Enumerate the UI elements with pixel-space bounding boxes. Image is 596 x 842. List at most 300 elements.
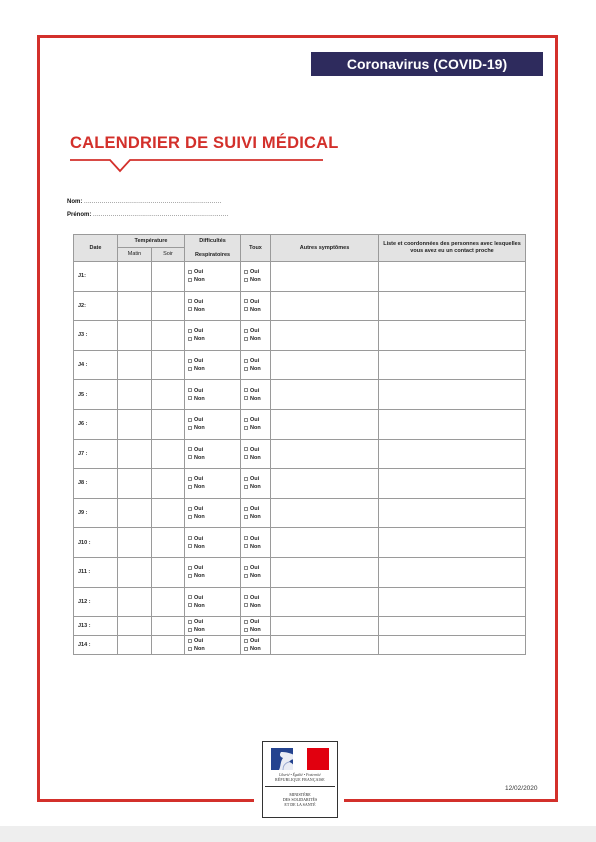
option-label: Oui bbox=[250, 417, 260, 424]
table-row bbox=[74, 557, 526, 587]
checkbox-icon[interactable] bbox=[188, 270, 192, 274]
checkbox-icon[interactable] bbox=[244, 544, 248, 548]
checkbox-icon[interactable] bbox=[244, 603, 248, 607]
toux-cell bbox=[241, 439, 271, 469]
day-label: J5 : bbox=[74, 380, 118, 410]
option-label: Oui bbox=[194, 358, 204, 365]
checkbox-icon[interactable] bbox=[188, 620, 192, 624]
checkbox-icon[interactable] bbox=[244, 595, 248, 599]
toux-cell bbox=[241, 380, 271, 410]
toux-cell bbox=[241, 409, 271, 439]
contacts-cell[interactable] bbox=[379, 617, 526, 636]
difficultes-cell bbox=[185, 557, 241, 587]
option-label: Oui bbox=[250, 619, 260, 626]
option-label: Non bbox=[194, 573, 205, 580]
option-label: Non bbox=[250, 627, 261, 634]
checkbox-icon[interactable] bbox=[188, 544, 192, 548]
option-yes[interactable] bbox=[188, 535, 240, 543]
header-date: Date bbox=[74, 235, 118, 262]
temp-matin-cell[interactable] bbox=[118, 557, 152, 587]
option-label: Non bbox=[194, 395, 205, 402]
autres-symptomes-cell[interactable] bbox=[271, 617, 379, 636]
header-autres: Autres symptômes bbox=[271, 235, 379, 262]
nom-label: Nom: bbox=[67, 199, 83, 205]
temp-soir-cell[interactable] bbox=[152, 587, 185, 617]
option-yes[interactable] bbox=[188, 416, 240, 424]
checkbox-icon[interactable] bbox=[188, 477, 192, 481]
option-no[interactable] bbox=[244, 543, 270, 551]
temp-matin-cell[interactable] bbox=[118, 469, 152, 499]
table-row bbox=[74, 617, 526, 636]
contacts-cell[interactable] bbox=[379, 636, 526, 655]
header-toux: Toux bbox=[241, 235, 271, 262]
contacts-cell[interactable] bbox=[379, 587, 526, 617]
temp-soir-cell[interactable] bbox=[152, 380, 185, 410]
difficultes-cell bbox=[185, 291, 241, 321]
checkbox-icon[interactable] bbox=[188, 418, 192, 422]
temp-soir-cell[interactable] bbox=[152, 498, 185, 528]
checkbox-icon[interactable] bbox=[244, 359, 248, 363]
option-yes[interactable] bbox=[188, 564, 240, 572]
option-label: Non bbox=[194, 277, 205, 284]
option-no[interactable] bbox=[244, 513, 270, 521]
option-yes[interactable] bbox=[188, 387, 240, 395]
option-label: Non bbox=[250, 514, 261, 521]
checkbox-icon[interactable] bbox=[244, 307, 248, 311]
option-yes[interactable] bbox=[244, 505, 270, 513]
day-label: J11 : bbox=[74, 557, 118, 587]
option-no[interactable] bbox=[244, 365, 270, 373]
temp-soir-cell[interactable] bbox=[152, 291, 185, 321]
checkbox-icon[interactable] bbox=[244, 507, 248, 511]
temp-soir-cell[interactable] bbox=[152, 636, 185, 655]
autres-symptomes-cell[interactable] bbox=[271, 587, 379, 617]
option-no[interactable] bbox=[188, 395, 240, 403]
option-label: Oui bbox=[250, 358, 260, 365]
temp-soir-cell[interactable] bbox=[152, 321, 185, 351]
option-label: Non bbox=[250, 602, 261, 609]
day-label: J9 : bbox=[74, 498, 118, 528]
checkbox-icon[interactable] bbox=[188, 566, 192, 570]
option-no[interactable] bbox=[244, 335, 270, 343]
checkbox-icon[interactable] bbox=[244, 426, 248, 430]
prenom-field[interactable] bbox=[67, 212, 229, 218]
checkbox-icon[interactable] bbox=[188, 329, 192, 333]
option-label: Oui bbox=[194, 535, 204, 542]
checkbox-icon[interactable] bbox=[188, 515, 192, 519]
option-no[interactable] bbox=[244, 306, 270, 314]
checkbox-icon[interactable] bbox=[244, 418, 248, 422]
option-yes[interactable] bbox=[244, 618, 270, 626]
checkbox-icon[interactable] bbox=[244, 329, 248, 333]
ministry-logo bbox=[262, 741, 338, 818]
autres-symptomes-cell[interactable] bbox=[271, 409, 379, 439]
option-no[interactable] bbox=[244, 626, 270, 634]
temp-soir-cell[interactable] bbox=[152, 528, 185, 558]
temp-soir-cell[interactable] bbox=[152, 617, 185, 636]
toux-cell bbox=[241, 498, 271, 528]
option-label: Oui bbox=[250, 328, 260, 335]
toux-cell bbox=[241, 291, 271, 321]
table-row bbox=[74, 380, 526, 410]
day-label: J7 : bbox=[74, 439, 118, 469]
table-row bbox=[74, 262, 526, 292]
option-yes[interactable] bbox=[188, 327, 240, 335]
option-label: Oui bbox=[194, 506, 204, 513]
temp-matin-cell[interactable] bbox=[118, 617, 152, 636]
checkbox-icon[interactable] bbox=[244, 628, 248, 632]
difficultes-cell bbox=[185, 587, 241, 617]
contacts-cell[interactable] bbox=[379, 469, 526, 499]
difficultes-cell bbox=[185, 636, 241, 655]
autres-symptomes-cell[interactable] bbox=[271, 528, 379, 558]
temp-matin-cell[interactable] bbox=[118, 528, 152, 558]
ministere-line1: MINISTÈRE bbox=[289, 792, 311, 797]
logo-republique: RÉPUBLIQUE FRANÇAISE bbox=[275, 778, 325, 782]
header-soir: Soir bbox=[152, 248, 185, 262]
option-label: Non bbox=[194, 336, 205, 343]
checkbox-icon[interactable] bbox=[244, 367, 248, 371]
option-label: Non bbox=[194, 543, 205, 550]
header-temperature: Température bbox=[118, 235, 185, 248]
option-no[interactable] bbox=[188, 645, 240, 653]
checkbox-icon[interactable] bbox=[244, 566, 248, 570]
option-no[interactable] bbox=[244, 645, 270, 653]
checkbox-icon[interactable] bbox=[188, 574, 192, 578]
option-label: Oui bbox=[194, 446, 204, 453]
temp-matin-cell[interactable] bbox=[118, 350, 152, 380]
checkbox-icon[interactable] bbox=[188, 299, 192, 303]
checkbox-icon[interactable] bbox=[188, 603, 192, 607]
checkbox-icon[interactable] bbox=[244, 278, 248, 282]
option-label: Oui bbox=[250, 446, 260, 453]
nom-dots: ...................................................................... bbox=[84, 199, 222, 205]
option-no[interactable] bbox=[244, 424, 270, 432]
option-yes[interactable] bbox=[188, 446, 240, 454]
nom-field[interactable] bbox=[67, 199, 222, 205]
option-yes[interactable] bbox=[244, 564, 270, 572]
table-row bbox=[74, 498, 526, 528]
toux-cell bbox=[241, 262, 271, 292]
option-yes[interactable] bbox=[244, 416, 270, 424]
option-no[interactable] bbox=[244, 602, 270, 610]
option-yes[interactable] bbox=[244, 475, 270, 483]
checkbox-icon[interactable] bbox=[188, 367, 192, 371]
contacts-cell[interactable] bbox=[379, 262, 526, 292]
table-row bbox=[74, 350, 526, 380]
day-label: J2: bbox=[74, 291, 118, 321]
checkbox-icon[interactable] bbox=[244, 388, 248, 392]
option-yes[interactable] bbox=[244, 637, 270, 645]
option-label: Oui bbox=[194, 387, 204, 394]
checkbox-icon[interactable] bbox=[244, 515, 248, 519]
option-no[interactable] bbox=[188, 365, 240, 373]
option-no[interactable] bbox=[188, 306, 240, 314]
option-yes[interactable] bbox=[244, 298, 270, 306]
option-yes[interactable] bbox=[188, 505, 240, 513]
checkbox-icon[interactable] bbox=[244, 477, 248, 481]
checkbox-icon[interactable] bbox=[244, 536, 248, 540]
checkbox-icon[interactable] bbox=[188, 536, 192, 540]
checkbox-icon[interactable] bbox=[188, 507, 192, 511]
temp-soir-cell[interactable] bbox=[152, 262, 185, 292]
toux-cell bbox=[241, 617, 271, 636]
option-no[interactable] bbox=[188, 572, 240, 580]
option-yes[interactable] bbox=[244, 535, 270, 543]
autres-symptomes-cell[interactable] bbox=[271, 380, 379, 410]
option-yes[interactable] bbox=[244, 387, 270, 395]
checkbox-icon[interactable] bbox=[188, 337, 192, 341]
option-no[interactable] bbox=[188, 424, 240, 432]
difficultes-cell bbox=[185, 321, 241, 351]
ministere-line3: ET DE LA SANTÉ bbox=[284, 802, 316, 808]
calendar-body bbox=[74, 262, 526, 655]
autres-symptomes-cell[interactable] bbox=[271, 321, 379, 351]
header-matin: Matin bbox=[118, 248, 152, 262]
contacts-cell[interactable] bbox=[379, 291, 526, 321]
temp-matin-cell[interactable] bbox=[118, 409, 152, 439]
option-label: Oui bbox=[250, 638, 260, 645]
option-no[interactable] bbox=[188, 335, 240, 343]
toux-cell bbox=[241, 350, 271, 380]
header-difficultes bbox=[185, 235, 241, 262]
toux-cell bbox=[241, 587, 271, 617]
option-label: Oui bbox=[194, 328, 204, 335]
checkbox-icon[interactable] bbox=[188, 455, 192, 459]
temp-matin-cell[interactable] bbox=[118, 498, 152, 528]
header-difficultes-line2: Respiratoires bbox=[194, 251, 231, 258]
day-label: J14 : bbox=[74, 636, 118, 655]
calendar-table bbox=[73, 234, 526, 655]
temp-matin-cell[interactable] bbox=[118, 321, 152, 351]
ministere-line2: DES SOLIDARITÉS bbox=[282, 797, 318, 803]
contacts-cell[interactable] bbox=[379, 409, 526, 439]
table-row bbox=[74, 469, 526, 499]
temp-soir-cell[interactable] bbox=[152, 439, 185, 469]
day-label: J10 : bbox=[74, 528, 118, 558]
checkbox-icon[interactable] bbox=[188, 628, 192, 632]
option-label: Oui bbox=[250, 535, 260, 542]
difficultes-cell bbox=[185, 409, 241, 439]
day-label: J1: bbox=[74, 262, 118, 292]
prenom-label: Prénom: bbox=[67, 212, 92, 218]
contacts-cell[interactable] bbox=[379, 321, 526, 351]
difficultes-cell bbox=[185, 262, 241, 292]
temp-soir-cell[interactable] bbox=[152, 557, 185, 587]
marianne-flag-icon bbox=[271, 748, 329, 770]
checkbox-icon[interactable] bbox=[244, 574, 248, 578]
table-row bbox=[74, 291, 526, 321]
day-label: J12 : bbox=[74, 587, 118, 617]
contacts-cell[interactable] bbox=[379, 439, 526, 469]
checkbox-icon[interactable] bbox=[188, 388, 192, 392]
checkbox-icon[interactable] bbox=[244, 647, 248, 651]
option-label: Non bbox=[250, 573, 261, 580]
option-no[interactable] bbox=[188, 276, 240, 284]
option-no[interactable] bbox=[188, 602, 240, 610]
option-no[interactable] bbox=[188, 626, 240, 634]
option-yes[interactable] bbox=[244, 357, 270, 365]
temp-matin-cell[interactable] bbox=[118, 439, 152, 469]
option-label: Oui bbox=[250, 506, 260, 513]
option-yes[interactable] bbox=[188, 637, 240, 645]
checkbox-icon[interactable] bbox=[244, 639, 248, 643]
option-no[interactable] bbox=[188, 543, 240, 551]
option-label: Oui bbox=[194, 619, 204, 626]
option-label: Non bbox=[250, 395, 261, 402]
header-liste: Liste et coordonnées des personnes avec lesquelles vous avez eu un contact proche bbox=[379, 235, 526, 262]
temp-soir-cell[interactable] bbox=[152, 469, 185, 499]
contacts-cell[interactable] bbox=[379, 380, 526, 410]
option-no[interactable] bbox=[244, 483, 270, 491]
option-no[interactable] bbox=[244, 572, 270, 580]
option-yes[interactable] bbox=[188, 357, 240, 365]
option-label: Non bbox=[194, 306, 205, 313]
option-label: Non bbox=[250, 306, 261, 313]
option-label: Oui bbox=[194, 476, 204, 483]
autres-symptomes-cell[interactable] bbox=[271, 291, 379, 321]
checkbox-icon[interactable] bbox=[188, 359, 192, 363]
option-yes[interactable] bbox=[188, 268, 240, 276]
option-label: Oui bbox=[250, 476, 260, 483]
checkbox-icon[interactable] bbox=[244, 337, 248, 341]
option-label: Non bbox=[250, 646, 261, 653]
option-label: Oui bbox=[194, 417, 204, 424]
day-label: J6 : bbox=[74, 409, 118, 439]
checkbox-icon[interactable] bbox=[244, 620, 248, 624]
temp-matin-cell[interactable] bbox=[118, 291, 152, 321]
autres-symptomes-cell[interactable] bbox=[271, 350, 379, 380]
autres-symptomes-cell[interactable] bbox=[271, 498, 379, 528]
option-label: Non bbox=[194, 627, 205, 634]
autres-symptomes-cell[interactable] bbox=[271, 557, 379, 587]
difficultes-cell bbox=[185, 528, 241, 558]
toux-cell bbox=[241, 557, 271, 587]
option-label: Non bbox=[250, 454, 261, 461]
option-label: Non bbox=[194, 646, 205, 653]
autres-symptomes-cell[interactable] bbox=[271, 439, 379, 469]
option-no[interactable] bbox=[244, 395, 270, 403]
logo-separator bbox=[265, 786, 335, 787]
contacts-cell[interactable] bbox=[379, 350, 526, 380]
difficultes-cell bbox=[185, 469, 241, 499]
toux-cell bbox=[241, 321, 271, 351]
temp-matin-cell[interactable] bbox=[118, 636, 152, 655]
option-label: Non bbox=[250, 484, 261, 491]
checkbox-icon[interactable] bbox=[188, 278, 192, 282]
option-label: Oui bbox=[194, 269, 204, 276]
option-label: Oui bbox=[194, 565, 204, 572]
autres-symptomes-cell[interactable] bbox=[271, 636, 379, 655]
temp-soir-cell[interactable] bbox=[152, 350, 185, 380]
option-label: Non bbox=[250, 336, 261, 343]
contacts-cell[interactable] bbox=[379, 528, 526, 558]
table-row bbox=[74, 587, 526, 617]
checkbox-icon[interactable] bbox=[244, 270, 248, 274]
bottom-strip bbox=[0, 826, 596, 842]
option-no[interactable] bbox=[188, 513, 240, 521]
option-no[interactable] bbox=[188, 483, 240, 491]
option-label: Non bbox=[194, 454, 205, 461]
checkbox-icon[interactable] bbox=[244, 299, 248, 303]
temp-soir-cell[interactable] bbox=[152, 409, 185, 439]
checkbox-icon[interactable] bbox=[244, 485, 248, 489]
option-label: Non bbox=[250, 425, 261, 432]
temp-matin-cell[interactable] bbox=[118, 587, 152, 617]
option-label: Oui bbox=[250, 387, 260, 394]
checkbox-icon[interactable] bbox=[244, 396, 248, 400]
difficultes-cell bbox=[185, 439, 241, 469]
header-difficultes-line1: Difficultés bbox=[199, 237, 226, 244]
option-no[interactable] bbox=[188, 454, 240, 462]
checkbox-icon[interactable] bbox=[188, 447, 192, 451]
checkbox-icon[interactable] bbox=[188, 647, 192, 651]
temp-matin-cell[interactable] bbox=[118, 380, 152, 410]
option-label: Non bbox=[250, 277, 261, 284]
option-yes[interactable] bbox=[188, 618, 240, 626]
option-label: Non bbox=[194, 602, 205, 609]
contacts-cell[interactable] bbox=[379, 557, 526, 587]
day-label: J13 : bbox=[74, 617, 118, 636]
table-row bbox=[74, 409, 526, 439]
checkbox-icon[interactable] bbox=[188, 426, 192, 430]
prenom-dots: ..................................................................... bbox=[93, 212, 229, 218]
checkbox-icon[interactable] bbox=[244, 447, 248, 451]
header-banner: Coronavirus (COVID-19) bbox=[311, 52, 543, 76]
option-label: Non bbox=[194, 425, 205, 432]
option-yes[interactable] bbox=[244, 327, 270, 335]
option-no[interactable] bbox=[244, 454, 270, 462]
option-no[interactable] bbox=[244, 276, 270, 284]
toux-cell bbox=[241, 469, 271, 499]
checkbox-icon[interactable] bbox=[188, 639, 192, 643]
option-yes[interactable] bbox=[188, 298, 240, 306]
day-label: J3 : bbox=[74, 321, 118, 351]
option-label: Non bbox=[250, 543, 261, 550]
option-label: Oui bbox=[194, 594, 204, 601]
option-yes[interactable] bbox=[188, 594, 240, 602]
temp-matin-cell[interactable] bbox=[118, 262, 152, 292]
difficultes-cell bbox=[185, 617, 241, 636]
option-label: Oui bbox=[194, 298, 204, 305]
table-row bbox=[74, 636, 526, 655]
checkbox-icon[interactable] bbox=[188, 485, 192, 489]
option-yes[interactable] bbox=[244, 268, 270, 276]
option-label: Oui bbox=[250, 565, 260, 572]
checkbox-icon[interactable] bbox=[244, 455, 248, 459]
option-label: Non bbox=[194, 514, 205, 521]
table-row bbox=[74, 321, 526, 351]
autres-symptomes-cell[interactable] bbox=[271, 469, 379, 499]
option-yes[interactable] bbox=[188, 475, 240, 483]
table-row bbox=[74, 439, 526, 469]
contacts-cell[interactable] bbox=[379, 498, 526, 528]
day-label: J4 : bbox=[74, 350, 118, 380]
difficultes-cell bbox=[185, 498, 241, 528]
checkbox-icon[interactable] bbox=[188, 396, 192, 400]
checkbox-icon[interactable] bbox=[188, 595, 192, 599]
toux-cell bbox=[241, 528, 271, 558]
checkbox-icon[interactable] bbox=[188, 307, 192, 311]
option-yes[interactable] bbox=[244, 594, 270, 602]
option-label: Oui bbox=[250, 594, 260, 601]
day-label: J8 : bbox=[74, 469, 118, 499]
option-yes[interactable] bbox=[244, 446, 270, 454]
autres-symptomes-cell[interactable] bbox=[271, 262, 379, 292]
toux-cell bbox=[241, 636, 271, 655]
logo-motto: Liberté • Égalité • Fraternité bbox=[279, 773, 321, 777]
option-label: Oui bbox=[194, 638, 204, 645]
